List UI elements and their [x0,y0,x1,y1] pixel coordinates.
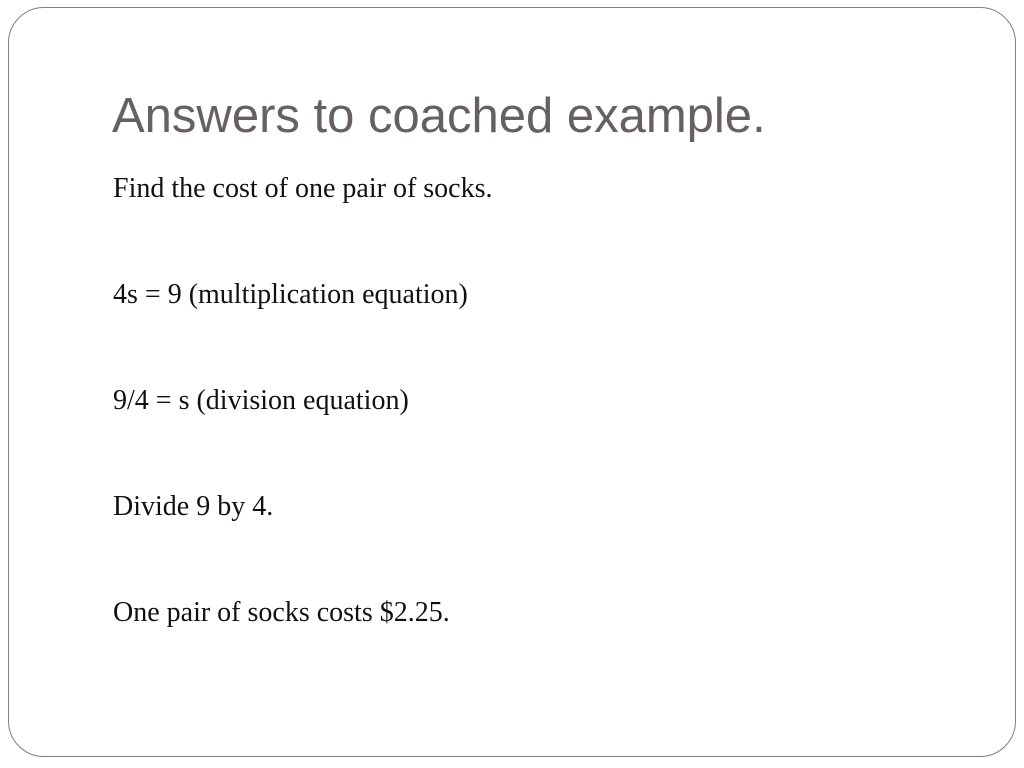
body-line-divide-instruction: Divide 9 by 4. [113,491,274,522]
body-line-division-equation: 9/4 = s (division equation) [113,385,409,416]
body-line-answer: One pair of socks costs $2.25. [113,597,450,628]
body-line-multiplication-equation: 4s = 9 (multiplication equation) [113,279,468,310]
slide-title: Answers to coached example. [112,89,766,143]
body-line-find-cost: Find the cost of one pair of socks. [113,173,493,204]
